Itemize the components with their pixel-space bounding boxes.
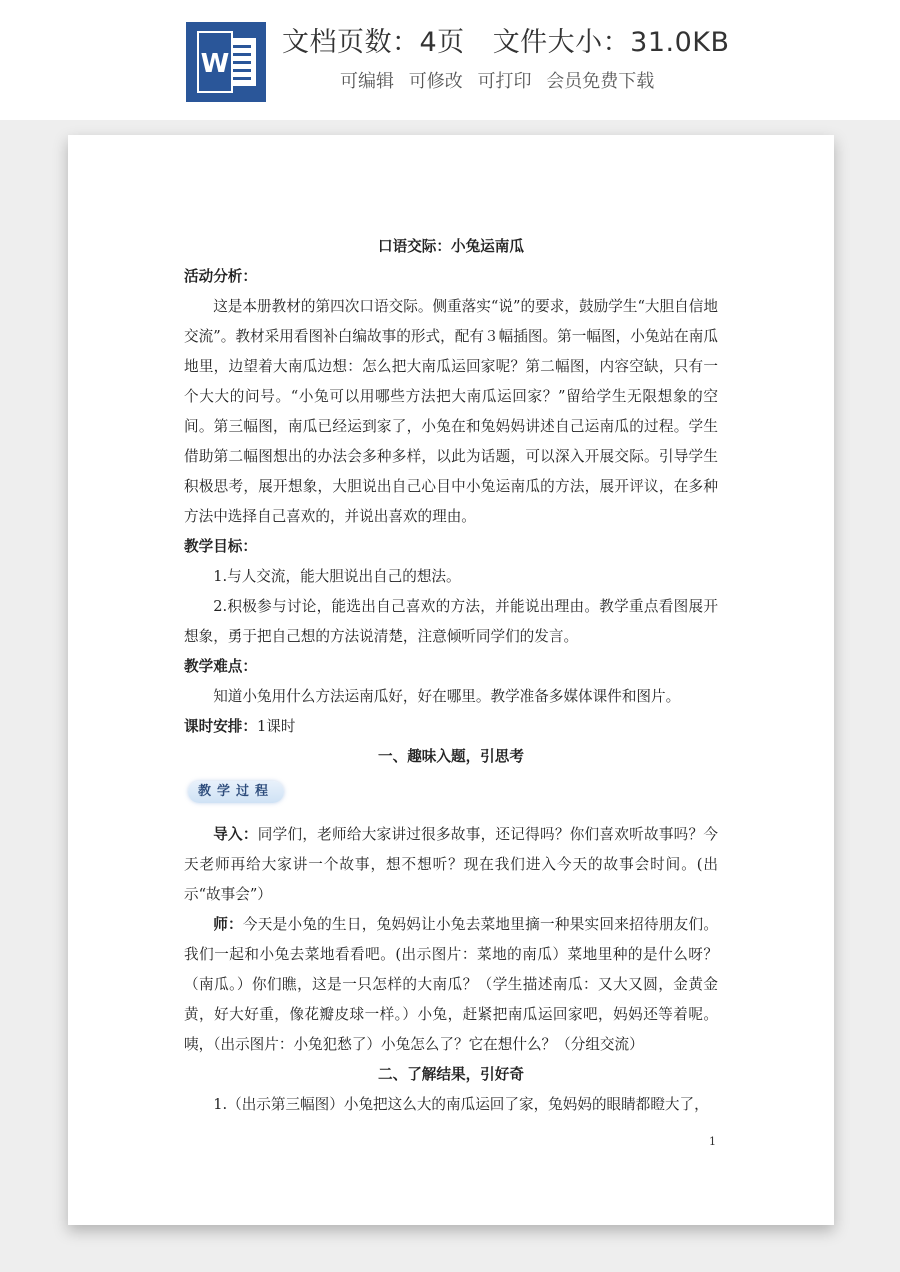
document-title: 口语交际：小兔运南瓜 xyxy=(378,238,524,255)
document-body xyxy=(184,232,718,1120)
word-icon-letter: W xyxy=(200,49,230,79)
part2-paragraph: 1.（出示第三幅图）小兔把这么大的南瓜运回了家，兔妈妈的眼睛都瞪大了， xyxy=(213,1096,709,1113)
download-banner xyxy=(0,0,900,120)
intro-text: 同学们，老师给大家讲过很多故事，还记得吗？你们喜欢听故事吗？今天老师再给大家讲一个故事，想不想听？现在我们进入今天的故事会时间。(出示“故事会”） xyxy=(184,826,718,903)
teacher-paragraph xyxy=(184,910,718,1060)
teacher-text: 今天是小兔的生日，兔妈妈让小兔去菜地里摘一种果实回来招待朋友们。我们一起和小兔去菜地看看吧。(出示图片：菜地的南瓜）菜地里种的是什么呀？（南瓜。）你们瞧，这是一只怎样的大南瓜？（学生描述南瓜：又大又圆，金黄金黄，好大好重，像花瓣皮球一样。）小兔，赶紧把南瓜运回家吧，妈妈还等着呢。咦，（出示图片：小兔犯愁了）小兔怎么了？它在想什么？（分组交流） xyxy=(184,916,718,1053)
difficulty-heading: 教学难点： xyxy=(184,658,257,675)
difficulty-paragraph: 知道小兔用什么方法运南瓜好，好在哪里。教学准备多媒体课件和图片。 xyxy=(213,688,681,705)
page-number: 1 xyxy=(709,1135,716,1148)
file-info xyxy=(282,20,730,59)
feature-member-download: 会员免费下载 xyxy=(546,71,655,92)
feature-modifiable: 可修改 xyxy=(408,71,463,92)
part1-heading: 一、趣味入题，引思考 xyxy=(378,748,524,765)
schedule-line xyxy=(184,712,718,742)
activity-heading: 活动分析： xyxy=(184,268,257,285)
goal-item-2: 2.积极参与讨论，能选出自己喜欢的方法，并能说出理由。教学重点看图展开想象，勇于把自己想的方法说清楚，注意倾听同学们的发言。 xyxy=(184,598,718,645)
intro-paragraph xyxy=(184,820,718,910)
teacher-label: 师： xyxy=(213,916,243,933)
feature-list xyxy=(340,67,663,93)
feature-editable: 可编辑 xyxy=(340,71,394,92)
intro-label: 导入： xyxy=(213,826,258,843)
activity-paragraph: 这是本册教材的第四次口语交际。侧重落实“说”的要求，鼓励学生“大胆自信地交流”。教材采用看图补白编故事的形式，配有３幅插图。第一幅图，小兔站在南瓜地里，边望着大南瓜边想：怎么把大南瓜运回家呢？第二幅图，内容空缺，只有一个大大的问号。“小兔可以用哪些方法把大南瓜运回家？”留给学生无限想象的空间。第三幅图，南瓜已经运到家了，小兔在和兔妈妈讲述自己运南瓜的过程。学生借助第二幅图想出的办法会多种多样，以此为话题，可以深入开展交际。引导学生积极思考，展开想象，大胆说出自己心目中小兔运南瓜的方法，展开评议，在多种方法中选择自己喜欢的，并说出喜欢的理由。 xyxy=(184,298,718,525)
part2-heading: 二、了解结果，引好奇 xyxy=(378,1066,524,1083)
goal-item-1: 1.与人交流，能大胆说出自己的想法。 xyxy=(213,568,461,585)
process-badge-row xyxy=(184,772,718,820)
schedule-value: 1课时 xyxy=(256,718,296,735)
word-document-icon xyxy=(186,22,266,102)
goal-heading: 教学目标： xyxy=(184,538,257,555)
teaching-process-badge: 教学过程 xyxy=(188,781,284,803)
feature-printable: 可打印 xyxy=(477,71,532,92)
page-count: 文档页数：4页 xyxy=(282,27,465,58)
document-page xyxy=(68,135,834,1225)
schedule-label: 课时安排： xyxy=(184,718,257,735)
file-size: 文件大小：31.0KB xyxy=(492,27,730,58)
